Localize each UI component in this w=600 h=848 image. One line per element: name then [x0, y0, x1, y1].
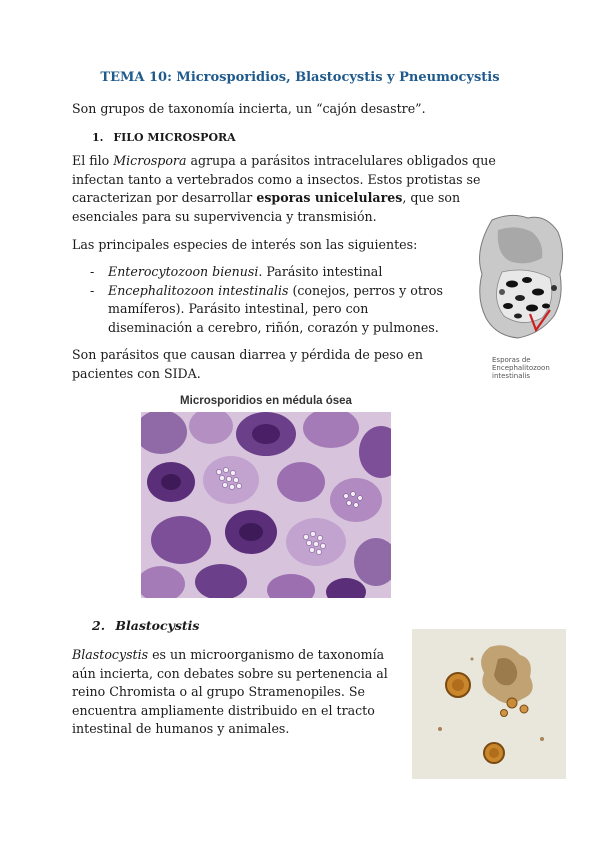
blastocystis-image — [412, 629, 566, 779]
micrograph-title: Microsporidios en médula ósea — [180, 395, 352, 407]
bone-marrow-micrograph — [141, 412, 391, 598]
section2-paragraph — [72, 646, 392, 739]
section2-text: es un microorganismo de taxonomía aún incierta, con debates sobre su pertenencia al reino Chromista o al grupo Stramenopiles. Se encuentra ampliamente distribuido en el tracto intestinal de humanos y animales. — [72, 647, 388, 736]
bone-marrow-image — [141, 412, 391, 598]
section2-title: Blastocystis — [115, 618, 200, 633]
page-title: TEMA 10: Microsporidios, Blastocystis y Pneumocystis — [100, 70, 500, 85]
encephalitozoon-caption: Esporas de Encephalitozoon intestinalis — [492, 356, 550, 380]
p1-text-b: agrupa a parásitos intracelulares obligados que infectan tanto a vertebrados como a insectos. Estos protistas se caracterizan por desarrollar — [72, 153, 496, 205]
section1-paragraph-1 — [72, 152, 502, 226]
p1-text-a: El filo — [72, 153, 114, 168]
p1-term: Microspora — [113, 153, 187, 168]
section2-number: 2. — [92, 618, 106, 633]
section1-paragraph-3: Son parásitos que causan diarrea y pérdida de peso en pacientes con SIDA. — [72, 347, 423, 381]
section1-title: FILO MICROSPORA — [113, 131, 236, 144]
p1-text-c: , que son esenciales para su supervivencia y transmisión. — [72, 190, 461, 224]
species-text: . Parásito intestinal — [258, 264, 383, 279]
species-name: Encephalitozoon intestinalis — [108, 282, 289, 298]
intro-paragraph: Son grupos de taxonomía incierta, un “cajón desastre”. — [72, 101, 426, 116]
blastocystis-micrograph — [412, 629, 566, 779]
section1-paragraph-2: Las principales especies de interés son las siguientes: — [72, 237, 418, 252]
list-item — [90, 263, 450, 282]
species-text: (conejos, perros y otros mamíferos). Parásito intestinal, pero con diseminación a cerebro, riñón, corazón y pulmones. — [108, 282, 443, 335]
encephalitozoon-micrograph — [472, 212, 568, 346]
list-item — [90, 282, 450, 338]
list-dash: - — [90, 282, 95, 298]
blastocystis-term: Blastocystis — [72, 647, 149, 662]
list-dash: - — [90, 264, 95, 279]
species-list — [90, 263, 450, 337]
p1-bold: esporas unicelulares — [256, 190, 403, 205]
section1-heading — [92, 131, 236, 144]
section2-heading — [92, 618, 199, 633]
section1-number: 1. — [92, 131, 104, 144]
encephalitozoon-image — [472, 212, 568, 346]
species-name: Enterocytozoon bienusi — [108, 264, 259, 279]
